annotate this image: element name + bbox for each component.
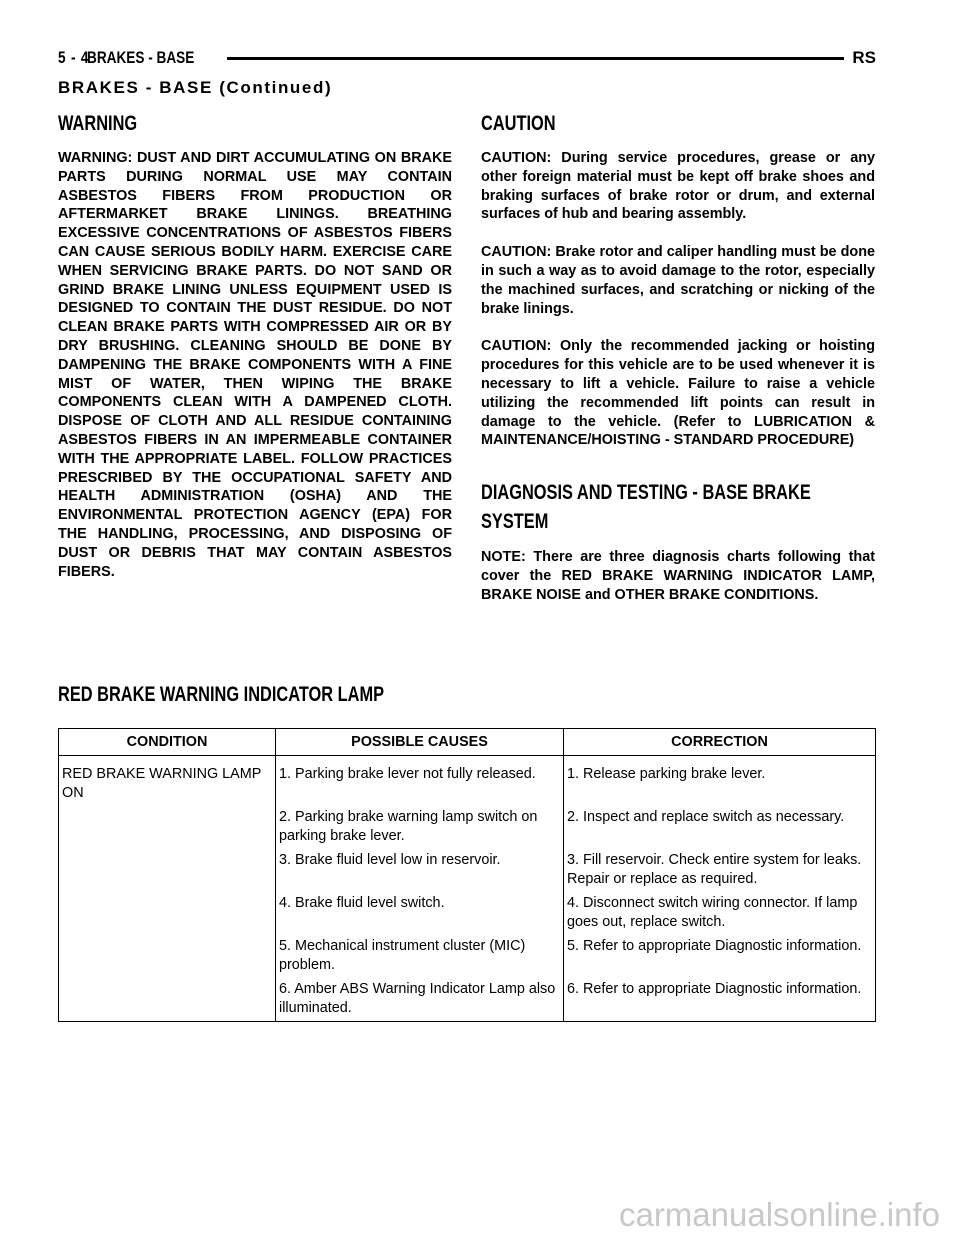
header-possible-causes: POSSIBLE CAUSES bbox=[276, 729, 564, 756]
cause-cell: 2. Parking brake warning lamp switch on parking brake lever. bbox=[276, 802, 564, 845]
cause-cell: 3. Brake fluid level low in reservoir. bbox=[276, 845, 564, 888]
table-title: RED BRAKE WARNING INDICATOR LAMP bbox=[58, 683, 385, 706]
continued-title: BRAKES - BASE (Continued) bbox=[58, 78, 333, 97]
cause-cell: 4. Brake fluid level switch. bbox=[276, 888, 564, 931]
correction-cell: 6. Refer to appropriate Diagnostic information. bbox=[564, 974, 876, 1022]
header-condition: CONDITION bbox=[59, 729, 276, 756]
header-correction: CORRECTION bbox=[564, 729, 876, 756]
model-code: RS bbox=[852, 48, 876, 67]
cause-cell: 6. Amber ABS Warning Indicator Lamp also illuminated. bbox=[276, 974, 564, 1022]
diagnosis-heading: DIAGNOSIS AND TESTING - BASE BRAKE SYSTEM bbox=[481, 481, 811, 534]
correction-cell: 5. Refer to appropriate Diagnostic information. bbox=[564, 931, 876, 974]
header-rule bbox=[227, 57, 844, 60]
caution-paragraph: CAUTION: Only the recommended jacking or hoisting procedures for this vehicle are to be used whenever it is necessary to lift a vehicle. Failure to raise a vehicle utilizing the recommended lift points can result in damage to the vehicle. (Refer to LUBRICATION & MAINTENANCE/HOISTING - STANDARD PROCEDURE) bbox=[481, 338, 875, 449]
cause-cell: 5. Mechanical instrument cluster (MIC) problem. bbox=[276, 931, 564, 974]
left-column bbox=[58, 111, 452, 581]
warning-heading: WARNING bbox=[58, 112, 138, 135]
correction-cell: 3. Fill reservoir. Check entire system for leaks. Repair or replace as required. bbox=[564, 845, 876, 888]
page-number: 5 - 4 bbox=[58, 48, 90, 67]
section-title: BRAKES - BASE bbox=[87, 48, 195, 67]
table-row bbox=[59, 931, 876, 974]
table-header-row bbox=[59, 729, 876, 756]
caution-heading: CAUTION bbox=[481, 112, 556, 135]
table-row bbox=[59, 756, 876, 803]
right-column bbox=[481, 111, 875, 605]
table-row bbox=[59, 845, 876, 888]
correction-cell: 2. Inspect and replace switch as necessary. bbox=[564, 802, 876, 845]
correction-cell: 1. Release parking brake lever. bbox=[564, 756, 876, 803]
table-row bbox=[59, 802, 876, 845]
watermark: carmanualsonline.info bbox=[618, 1196, 940, 1233]
warning-text: WARNING: DUST AND DIRT ACCUMULATING ON BRAKE PARTS DURING NORMAL USE MAY CONTAIN ASBESTOS FIBERS FROM PRODUCTION OR AFTERMARKET BRAKE LININGS. BREATHING EXCESSIVE CONCENTRATIONS OF ASBESTOS FIBERS CAN CAUSE SERIOUS BODILY HARM. EXERCISE CARE WHEN SERVICING BRAKE PARTS. DO NOT SAND OR GRIND BRAKE LINING UNLESS EQUIPMENT USED IS DESIGNED TO CONTAIN THE DUST RESIDUE. DO NOT CLEAN BRAKE PARTS WITH COMPRESSED AIR OR BY DRY BRUSHING. CLEANING SHOULD BE DONE BY DAMPENING THE BRAKE COMPONENTS WITH A FINE MIST OF WATER, THEN WIPING THE BRAKE COMPONENTS CLEAN WITH A DAMPENED CLOTH. DISPOSE OF CLOTH AND ALL RESIDUE CONTAINING ASBESTOS FIBERS IN AN IMPERMEABLE CONTAINER WITH THE APPROPRIATE LABEL. FOLLOW PRACTICES PRESCRIBED BY THE OCCUPATIONAL SAFETY AND HEALTH ADMINISTRATION (OSHA) AND THE ENVIRONMENTAL PROTECTION AGENCY (EPA) FOR THE HANDLING, PROCESSING, AND DISPOSING OF DUST OR DEBRIS THAT MAY CONTAIN ASBESTOS FIBERS. bbox=[58, 150, 452, 580]
page-header bbox=[58, 47, 876, 69]
diagnosis-note: NOTE: There are three diagnosis charts following that cover the RED BRAKE WARNING INDICATOR LAMP, BRAKE NOISE and OTHER BRAKE CONDITIONS. bbox=[481, 549, 875, 603]
table-row bbox=[59, 888, 876, 931]
condition-cell: RED BRAKE WARNING LAMP ON bbox=[59, 756, 276, 803]
caution-paragraph: CAUTION: Brake rotor and caliper handling must be done in such a way as to avoid damage to the rotor, especially the machined surfaces, and scratching or nicking of the brake linings. bbox=[481, 244, 875, 317]
table-row bbox=[59, 974, 876, 1022]
caution-paragraph: CAUTION: During service procedures, grease or any other foreign material must be kept off brake shoes and braking surfaces of brake rotor or drum, and external surfaces of hub and bearing assembly. bbox=[481, 150, 875, 223]
correction-cell: 4. Disconnect switch wiring connector. If lamp goes out, replace switch. bbox=[564, 888, 876, 931]
diagnosis-table bbox=[58, 728, 876, 1022]
cause-cell: 1. Parking brake lever not fully released. bbox=[276, 756, 564, 803]
